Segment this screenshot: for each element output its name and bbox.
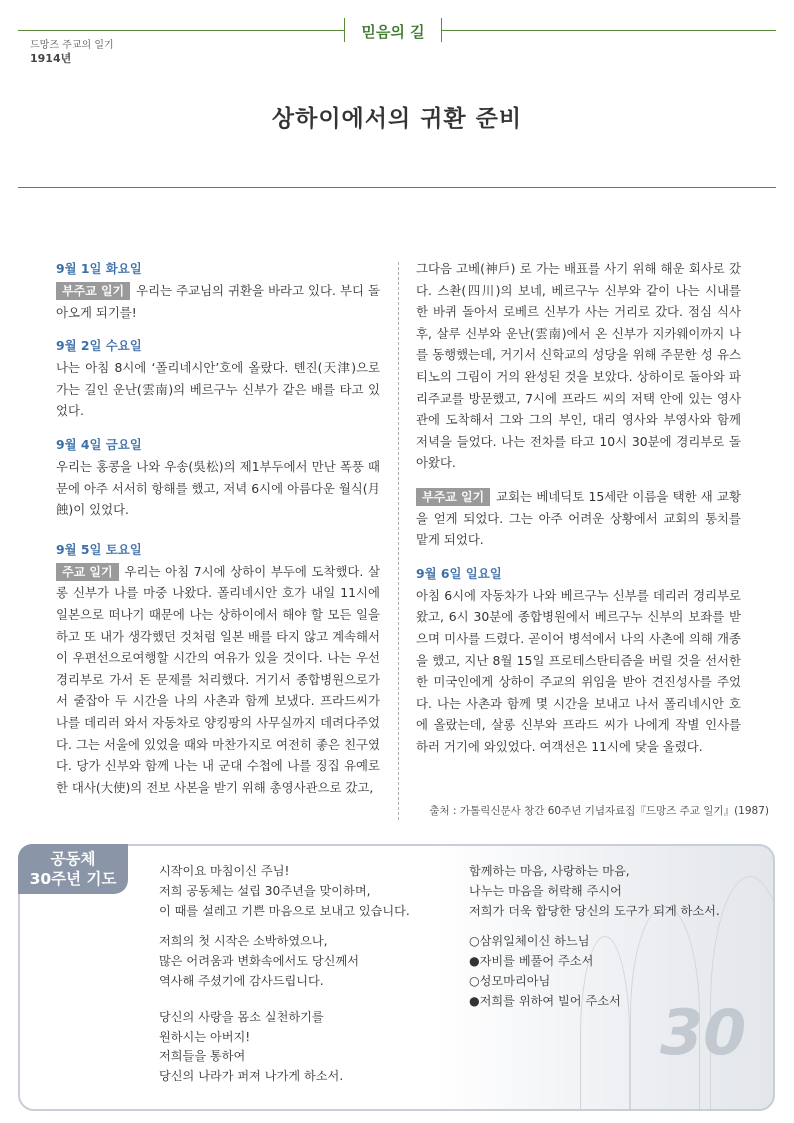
entry-continuation: 그다음 고베(神戶) 로 가는 배표를 사기 위해 해운 회사로 갔다. 스촨(四川)의 보네, 베르구누 신부와 같이 나는 시내를 한 바퀴 돌아서 로베르 신부가 사는 거리로 갔다. 점심 식사 후, 살루 신부와 운난(雲南)에서 온 신부가 지카웨이까지 나를 동행했는데, 거기서 신학교의 성당을 위해 주문한 성 유스티노의 그림이 거의 완성된 것을 보았다. 상하이로 돌아와 파리주교를 방문했고, 7시에 프라드 씨의 저택 안에 있는 영사관에 도착해서 그와 그의 부인, 대리 영사와 부영사와 함께 저녁을 들었다. 나는 전차를 타고 10시 30분에 경리부로 돌아왔다. <box>416 261 741 471</box>
entry-text: 나는 아침 8시에 ‘폴리네시안’호에 올랐다. 톈진(天津)으로 가는 길인 운난(雲南)의 베르구누 신부가 같은 배를 타고 있었다. <box>56 360 380 419</box>
entry-body <box>56 280 380 323</box>
header-rule-left <box>18 30 344 31</box>
left-column <box>56 258 380 810</box>
entry-date: 9월 2일 수요일 <box>56 338 142 354</box>
prayer-badge-line2: 30주년 기도 <box>29 870 117 888</box>
diary-entry <box>416 486 741 551</box>
prayer-stanza <box>469 932 759 1011</box>
prayer-stanza <box>159 1008 459 1087</box>
prayer-line: 많은 어려움과 변화속에서도 당신께서 <box>159 954 359 969</box>
diary-entry <box>416 563 741 758</box>
anniversary-watermark: 30 <box>660 996 747 1069</box>
prayer-line: 당신의 나라가 퍼져 나가게 하소서. <box>159 1069 344 1084</box>
entry-text: 우리는 아침 7시에 상하이 부두에 도착했다. 살롱 신부가 나를 마중 나왔다. 폴리네시안 호가 내일 11시에 일본으로 떠나기 때문에 나는 상하이에서 해야 할 모든 일을 하고 또 내가 생각했던 것처럼 일본 배를 타지 않고 계속해서 이 우편선으로여행할 시간의 여유가 있을 것이다. 나는 우선 경리부로 가서 돈 문제를 처리했다. 거기서 종합병원으로가서 줄잡아 두 시간을 나의 사촌과 함께 보냈다. 프라드씨가 나를 데리러 와서 자동차로 양킹팡의 사무실까지 데려다주었다. 그는 서울에 있었을 때와 마찬가지로 여전히 좋은 친구였다. 당가 신부와 함께 나는 내 군대 수첩에 나를 징집 유예로 한 대사(大使)의 전보 사본을 받기 위해 총영사관으로 갔고, <box>56 563 380 795</box>
prayer-line: 역사해 주셨기에 감사드립니다. <box>159 973 324 988</box>
entry-date: 9월 1일 화요일 <box>56 261 142 276</box>
prayer-badge-line1: 공동체 <box>50 850 96 868</box>
entry-date: 9월 5일 토요일 <box>56 541 142 557</box>
title-rule <box>18 187 776 188</box>
prayer-line: 나누는 마음을 허락해 주시어 <box>469 883 622 898</box>
column-divider <box>398 262 399 820</box>
prayer-stanza <box>159 862 459 921</box>
series-year: 1914년 <box>30 52 72 65</box>
prayer-line: 함께하는 마음, 사랑하는 마음, <box>469 864 630 878</box>
prayer-line: 저희가 더욱 합당한 당신의 도구가 되게 하소서. <box>469 903 720 918</box>
source-note: 출처 : 가톨릭신문사 창간 60주년 기념자료집『드망즈 주교 일기』(1987) <box>429 805 769 817</box>
prayer-line: 당신의 사랑을 몸소 실천하기를 <box>159 1009 324 1024</box>
diary-entry <box>56 434 380 521</box>
article-title: 상하이에서의 귀환 준비 <box>271 106 523 132</box>
prayer-line: 저희의 첫 시작은 소박하였으나, <box>159 934 328 949</box>
prayer-response: ○성모마리아님 <box>469 973 551 988</box>
prayer-stanza <box>159 932 459 991</box>
entry-date: 9월 4일 금요일 <box>56 436 142 452</box>
entry-date: 9월 6일 일요일 <box>416 565 502 581</box>
prayer-line: 원하시는 아버지! <box>159 1029 251 1044</box>
entry-tag: 부주교 일기 <box>56 282 130 300</box>
entry-tag: 부주교 일기 <box>416 488 490 506</box>
entry-body <box>56 561 380 799</box>
entry-text: 아침 6시에 자동차가 나와 베르구누 신부를 데리러 경리부로 왔고, 6시 30분에 종합병원에서 베르구누 신부의 보좌를 받으며 미사를 드렸다. 곧이어 병석에서 나의 사촌에 의해 개종을 했고, 지난 8월 15일 프로테스탄티즘을 버릴 것을 선서한 한 미국인에게 상하이 주교의 위임을 받아 견진성사를 주었다. 나는 사촌과 함께 몇 시간을 보내고 나서 폴리네시안 호에 올랐는데, 살롱 신부와 프라드 씨가 나에게 작별 인사를 하러 거기에 와있었다. 여객선은 11시에 닻을 올렸다. <box>416 587 741 754</box>
prayer-response: ○삼위일체이신 하느님 <box>469 934 590 949</box>
prayer-response: ●저희를 위하여 빌어 주소서 <box>469 993 621 1008</box>
prayer-badge <box>18 844 128 894</box>
prayer-stanza <box>469 862 759 921</box>
entry-text: 우리는 주교님의 귀환을 바라고 있다. 부디 돌아오게 되기를! <box>56 283 380 320</box>
entry-text: 우리는 홍콩을 나와 우송(吳松)의 제1부두에서 만난 폭풍 때문에 아주 서서히 항해를 했고, 저녁 6시에 아름다운 월식(月蝕)이 있었다. <box>56 458 380 518</box>
prayer-response: ●자비를 베풀어 주소서 <box>469 954 594 969</box>
series-name: 드망즈 주교의 일기 <box>30 40 114 51</box>
entry-text: 교회는 베네딕토 15세란 이름을 택한 새 교황을 얻게 되었다. 그는 아주 어려운 상황에서 교회의 통치를 맡게 되었다. <box>416 488 741 548</box>
right-column <box>416 258 741 769</box>
diary-entry <box>56 335 380 422</box>
prayer-line: 저희들을 통하여 <box>159 1049 246 1064</box>
prayer-right-column <box>469 862 759 1023</box>
entry-tag: 주교 일기 <box>56 563 119 581</box>
prayer-line: 저희 공동체는 설립 30주년을 맞이하며, <box>159 883 371 898</box>
diary-entry <box>56 258 380 323</box>
prayer-left-column <box>159 862 459 1098</box>
entry-body <box>416 486 741 551</box>
prayer-line: 시작이요 마침이신 주님! <box>159 864 290 878</box>
section-label: 믿음의 길 <box>361 23 425 41</box>
diary-entry <box>56 539 380 799</box>
header-rule-right <box>442 30 776 31</box>
prayer-line: 이 때를 설레고 기쁜 마음으로 보내고 있습니다. <box>159 903 410 918</box>
